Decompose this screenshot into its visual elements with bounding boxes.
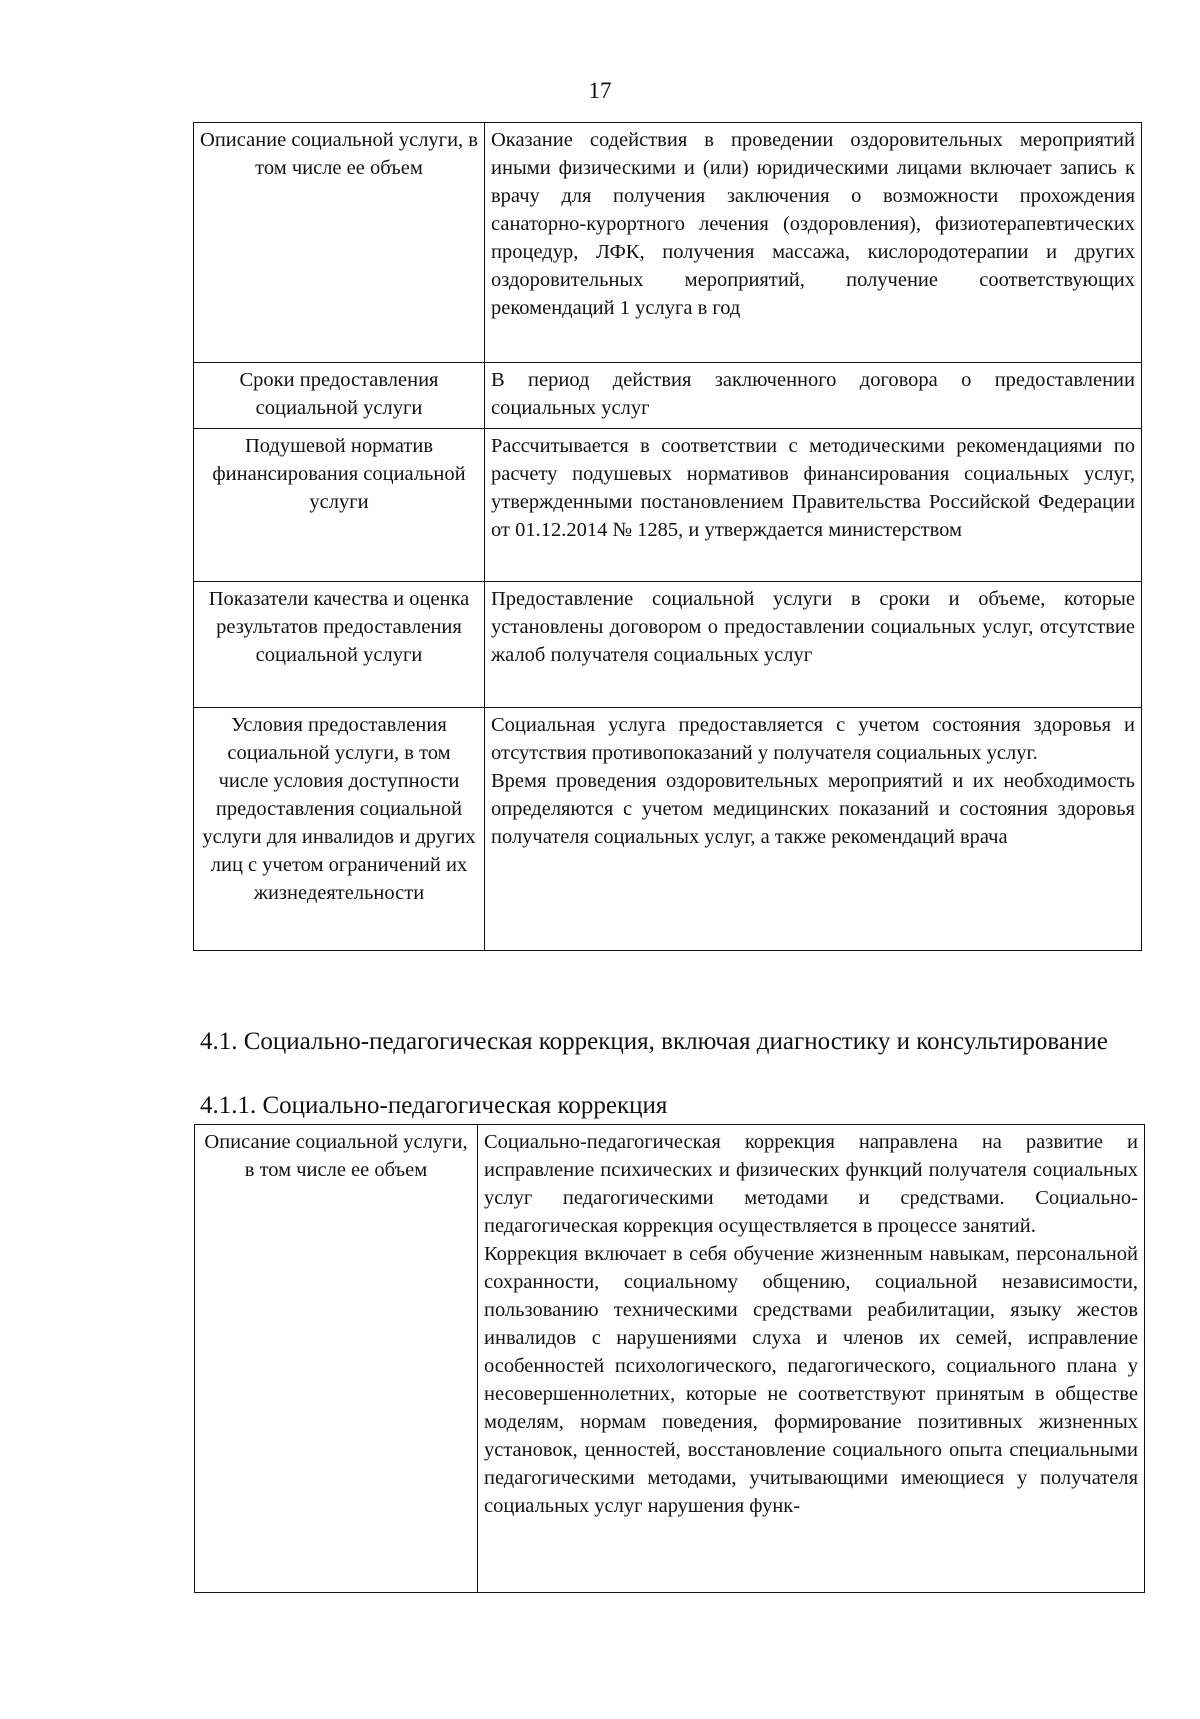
table-row: [194, 123, 1142, 363]
value-paragraph: Рассчитывается в соответствии с методическими рекомендациями по расчету подушевых нормативов финансирования социальных услуг, утвержденными постановлением Правительства Российской Федерации от 01.12.2014 № 1285, и утверждается министерством: [491, 435, 1135, 541]
row-value: [485, 363, 1142, 429]
table-row: [194, 582, 1142, 708]
row-value: [485, 582, 1142, 708]
row-value: [485, 708, 1142, 951]
subsection-heading: 4.1.1. Социально-педагогическая коррекция: [200, 1092, 668, 1119]
row-label: Подушевой норматив финансирования социальной услуги: [194, 429, 485, 582]
value-paragraph: Социальная услуга предоставляется с учетом состояния здоровья и отсутствия противопоказаний у получателя социальных услуг.: [491, 714, 1135, 764]
service-table-1: [193, 122, 1142, 951]
row-label: Показатели качества и оценка результатов предоставления социальной услуги: [194, 582, 485, 708]
value-paragraph: Социально-педагогическая коррекция направлена на развитие и исправление психических и физических функций получателя социальных услуг педагогическими методами и средствами. Социально-педагогическая коррекция осуществляется в процессе занятий.: [484, 1131, 1138, 1237]
service-table-2: [194, 1124, 1145, 1593]
table-row: [194, 708, 1142, 951]
value-paragraph: Предоставление социальной услуги в сроки и объеме, которые установлены договором о предоставлении социальных услуг, отсутствие жалоб получателя социальных услуг: [491, 588, 1135, 666]
row-label: Сроки предоставления социальной услуги: [194, 363, 485, 429]
table-row: [195, 1125, 1145, 1593]
row-value: [485, 123, 1142, 363]
row-label: Описание социальной услуги, в том числе ее объем: [194, 123, 485, 363]
row-value: [485, 429, 1142, 582]
row-value: [478, 1125, 1145, 1593]
value-paragraph: Оказание содействия в проведении оздоровительных мероприятий иными физическими и (или) юридическими лицами включает запись к врачу для получения заключения о возможности прохождения санаторно-курортного лечения (оздоровления), физиотерапевтических процедур, ЛФК, получения массажа, кислородотерапии и других оздоровительных мероприятий, получение соответствующих рекомендаций 1 услуга в год: [491, 129, 1135, 319]
row-label: Описание социальной услуги, в том числе ее объем: [195, 1125, 478, 1593]
value-paragraph: В период действия заключенного договора о предоставлении социальных услуг: [491, 369, 1135, 419]
row-label: Условия предоставления социальной услуги, в том числе условия доступности предоставления социальной услуги для инвалидов и других лиц с учетом ограничений их жизнедеятельности: [194, 708, 485, 951]
table-row: [194, 429, 1142, 582]
section-heading: 4.1. Социально-педагогическая коррекция, включая диагностику и консультирование: [200, 1028, 1108, 1055]
page-number: 17: [588, 78, 612, 103]
value-paragraph: Время проведения оздоровительных мероприятий и их необходимость определяются с учетом медицинских показаний и состояния здоровья получателя социальных услуг, а также рекомендаций врача: [491, 770, 1135, 848]
value-paragraph: Коррекция включает в себя обучение жизненным навыкам, персональной сохранности, социальному общению, социальной независимости, пользованию техническими средствами реабилитации, языку жестов инвалидов с нарушениями слуха и членов их семей, исправление особенностей психологического, педагогического, социального плана у несовершеннолетних, которые не соответствуют принятым в обществе моделям, нормам поведения, формирование позитивных жизненных установок, ценностей, восстановление социального опыта специальными педагогическими методами, учитывающими имеющиеся у получателя социальных услуг нарушения функ-: [484, 1243, 1138, 1517]
table-row: [194, 363, 1142, 429]
